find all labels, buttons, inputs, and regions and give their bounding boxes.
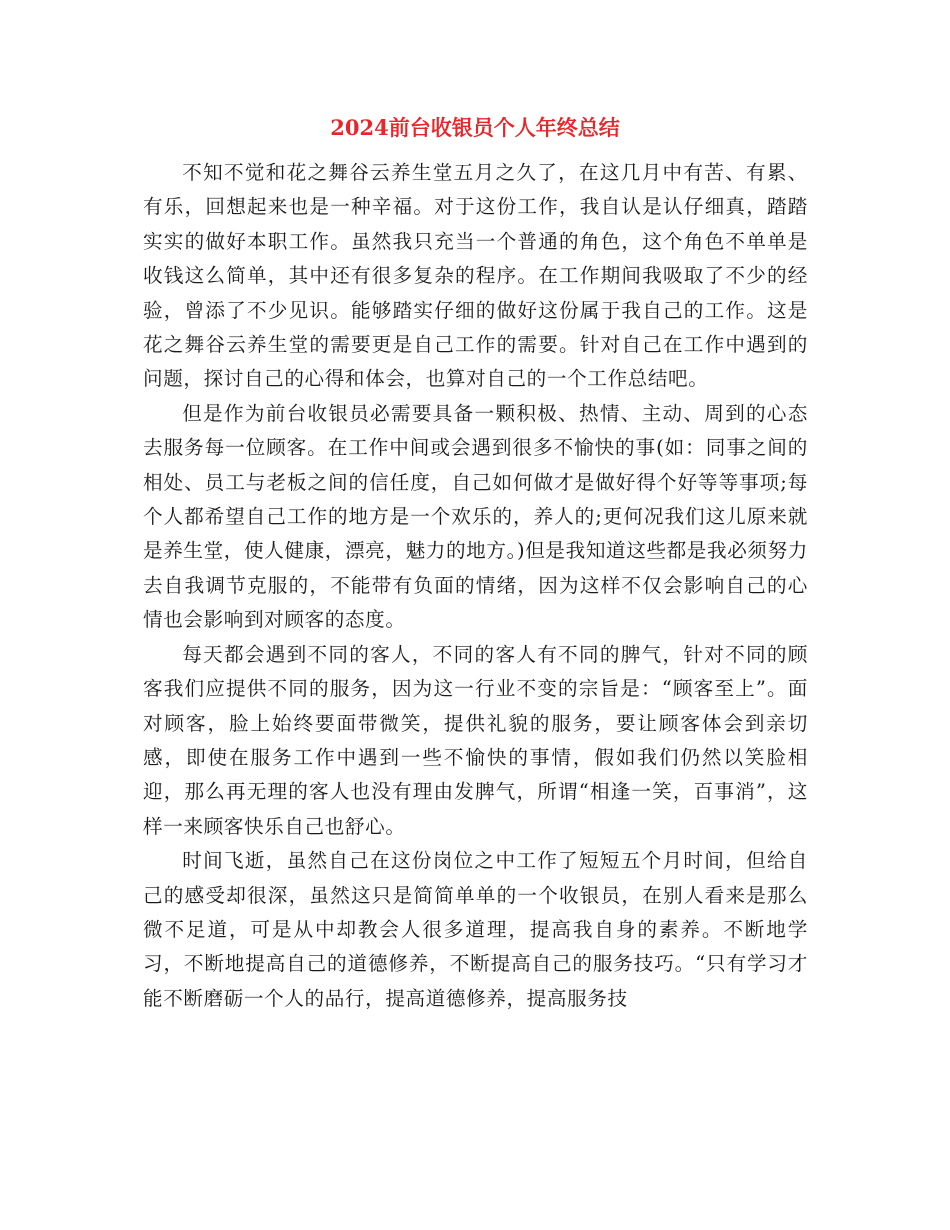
- paragraph-4: 时间飞逝，虽然自己在这份岗位之中工作了短短五个月时间，但给自己的感受却很深，虽然这只是简简单单的一个收银员，在别人看来是那么微不足道，可是从中却教会人很多道理，提高我自身的素养。不断地学习，不断地提高自己的道德修养，不断提高自己的服务技巧。“只有学习才能不断磨砺一个人的品行，提高道德修养，提高服务技: [143, 849, 808, 1010]
- paragraph-3: 每天都会遇到不同的客人，不同的客人有不同的脾气，针对不同的顾客我们应提供不同的服务，因为这一行业不变的宗旨是：“顾客至上”。面对顾客，脸上始终要面带微笑，提供礼貌的服务，要让顾客体会到亲切感，即使在服务工作中遇到一些不愉快的事情，假如我们仍然以笑脸相迎，那么再无理的客人也没有理由发脾气，所谓“相逢一笑，百事消”，这样一来顾客快乐自己也舒心。: [143, 642, 808, 838]
- document-title: 2024前台收银员个人年终总结: [330, 115, 620, 140]
- paragraph-1: 不知不觉和花之舞谷云养生堂五月之久了，在这几月中有苦、有累、有乐，回想起来也是一种辛福。对于这份工作，我自认是认仔细真，踏踏实实的做好本职工作。虽然我只充当一个普通的角色，这个角色不单单是收钱这么简单，其中还有很多复杂的程序。在工作期间我吸取了不少的经验，曾添了不少见识。能够踏实仔细的做好这份属于我自己的工作。这是花之舞谷云养生堂的需要更是自己工作的需要。针对自己在工作中遇到的问题，探讨自己的心得和体会，也算对自己的一个工作总结吧。: [143, 161, 808, 391]
- paragraph-2: 但是作为前台收银员必需要具备一颗积极、热情、主动、周到的心态去服务每一位顾客。在工作中间或会遇到很多不愉快的事(如：同事之间的相处、员工与老板之间的信任度，自己如何做才是做好得个好等等事项;每个人都希望自己工作的地方是一个欢乐的，养人的;更何况我们这儿原来就是养生堂，使人健康，漂亮，魅力的地方。)但是我知道这些都是我必须努力去自我调节克服的，不能带有负面的情绪，因为这样不仅会影响自己的心情也会影响到对顾客的态度。: [143, 401, 808, 632]
- document-body: [143, 156, 808, 1016]
